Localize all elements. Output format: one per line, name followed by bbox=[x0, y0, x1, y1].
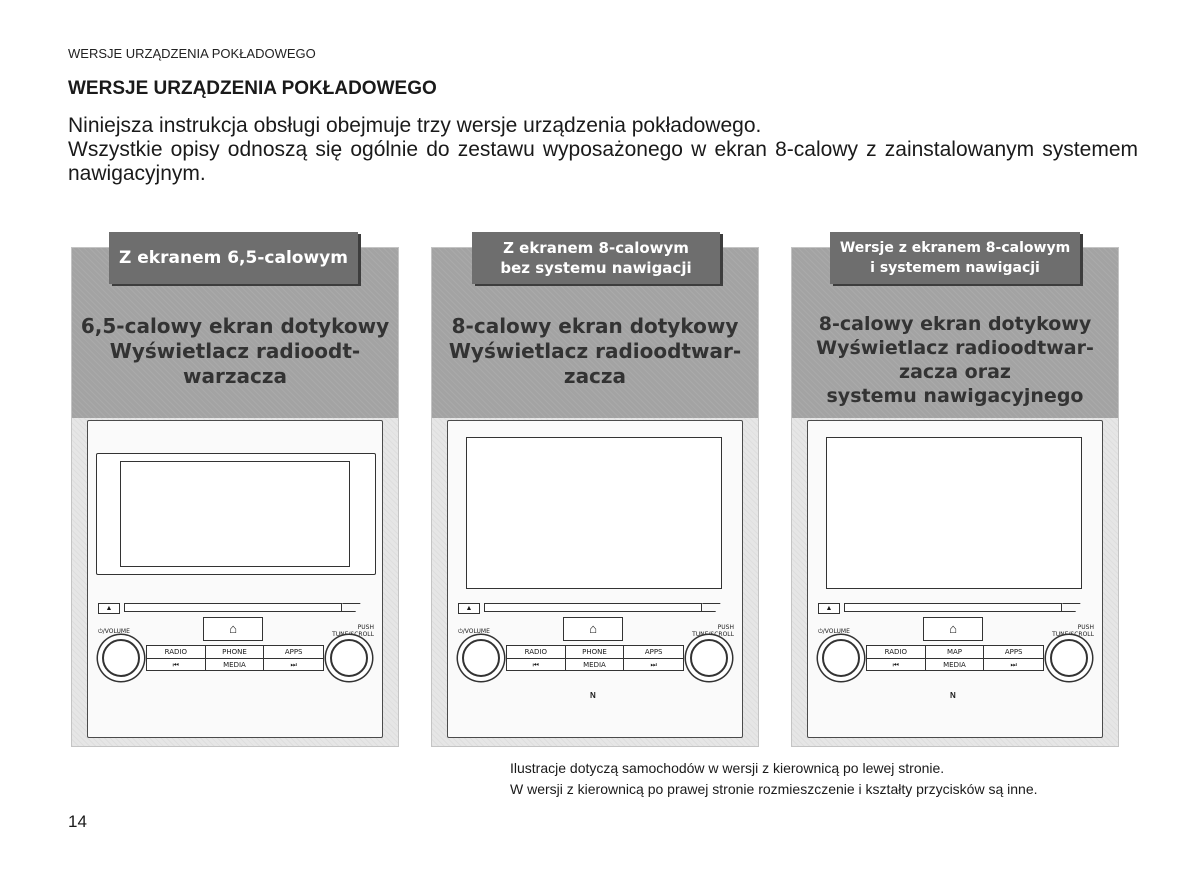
touch-display bbox=[466, 437, 722, 589]
page-number: 14 bbox=[68, 812, 87, 831]
tune-knob bbox=[330, 639, 368, 677]
disc-slot-end bbox=[697, 603, 720, 612]
hard-button-grid bbox=[146, 645, 324, 671]
map-button-label: MAP bbox=[926, 646, 985, 659]
head-unit-illustration bbox=[807, 420, 1103, 738]
skip-forward-icon: ⏭ bbox=[290, 661, 297, 669]
eject-icon: ▲ bbox=[458, 603, 480, 614]
tune-knob bbox=[690, 639, 728, 677]
volume-label: ⏻/VOLUME bbox=[98, 628, 130, 635]
version-tab: Z ekranem 6,5-calowym bbox=[109, 232, 358, 284]
home-icon: ⌂ bbox=[563, 617, 623, 641]
caption-line-1: Ilustracje dotyczą samochodów w wersji z kierownicą po lewej stronie. bbox=[510, 760, 945, 776]
touch-display bbox=[120, 461, 350, 567]
version-panel-8-inch-no-nav bbox=[431, 239, 759, 747]
nfc-icon: N bbox=[950, 691, 956, 700]
head-unit-illustration bbox=[87, 420, 383, 738]
tune-knob bbox=[1050, 639, 1088, 677]
disc-slot bbox=[844, 603, 1062, 612]
radio-button-label: RADIO bbox=[507, 646, 566, 659]
skip-forward-icon: ⏭ bbox=[650, 661, 657, 669]
home-icon: ⌂ bbox=[203, 617, 263, 641]
media-button-label: MEDIA bbox=[926, 659, 985, 671]
disc-slot-end bbox=[1057, 603, 1080, 612]
apps-button-label: APPS bbox=[264, 646, 323, 659]
intro-line-1: Niniejsza instrukcja obsługi obejmuje trzy wersje urządzenia pokładowego. bbox=[68, 114, 762, 137]
head-unit-illustration bbox=[447, 420, 743, 738]
phone-button-label: PHONE bbox=[566, 646, 625, 659]
version-tab: Z ekranem 8-calowym bez systemu nawigacji bbox=[472, 232, 720, 284]
version-panel-8-inch-nav bbox=[791, 240, 1119, 747]
eject-icon: ▲ bbox=[818, 603, 840, 614]
version-panel-6-5-inch bbox=[71, 247, 399, 747]
volume-label: ⏻/VOLUME bbox=[458, 628, 490, 635]
phone-button-label: PHONE bbox=[206, 646, 265, 659]
screen-description: 8-calowy ekran dotykowy Wyświetlacz radioodtwar- zacza bbox=[448, 314, 742, 388]
section-title: WERSJE URZĄDZENIA POKŁADOWEGO bbox=[68, 78, 437, 99]
media-button-label: MEDIA bbox=[566, 659, 625, 671]
volume-knob bbox=[462, 639, 500, 677]
skip-back-icon: ⏮ bbox=[867, 659, 926, 671]
version-tab: Wersje z ekranem 8-calowym i systemem nawigacji bbox=[830, 232, 1080, 284]
apps-button-label: APPS bbox=[624, 646, 683, 659]
touch-display bbox=[826, 437, 1082, 589]
radio-button-label: RADIO bbox=[867, 646, 926, 659]
eject-icon: ▲ bbox=[98, 603, 120, 614]
disc-slot bbox=[484, 603, 702, 612]
tune-scroll-label: PUSH TUNE/SCROLL bbox=[1052, 624, 1094, 638]
intro-text bbox=[68, 114, 1138, 186]
disc-slot bbox=[124, 603, 342, 612]
skip-back-icon: ⏮ bbox=[507, 659, 566, 671]
radio-button-label: RADIO bbox=[147, 646, 206, 659]
intro-line-2: Wszystkie opisy odnoszą się ogólnie do zestawu wyposażonego w ekran 8-calowy z zainstalowanym systemem nawigacyjnym. bbox=[68, 138, 1138, 185]
tune-scroll-label: PUSH TUNE/SCROLL bbox=[692, 624, 734, 638]
running-header: WERSJE URZĄDZENIA POKŁADOWEGO bbox=[68, 46, 316, 61]
tune-scroll-label: PUSH TUNE/SCROLL bbox=[332, 624, 374, 638]
figure-caption bbox=[510, 758, 1038, 800]
home-icon: ⌂ bbox=[923, 617, 983, 641]
volume-knob bbox=[102, 639, 140, 677]
screen-description: 6,5-calowy ekran dotykowy Wyświetlacz radioodt- warzacza bbox=[80, 314, 390, 388]
skip-forward-icon: ⏭ bbox=[1010, 661, 1017, 669]
screen-description: 8-calowy ekran dotykowy Wyświetlacz radioodtwar- zacza oraz systemu nawigacyjnego bbox=[816, 313, 1094, 407]
media-button-label: MEDIA bbox=[206, 659, 265, 671]
volume-knob bbox=[822, 639, 860, 677]
skip-back-icon: ⏮ bbox=[147, 659, 206, 671]
disc-slot-end bbox=[337, 603, 360, 612]
volume-label: ⏻/VOLUME bbox=[818, 628, 850, 635]
nfc-icon: N bbox=[590, 691, 596, 700]
hard-button-grid bbox=[506, 645, 684, 671]
caption-line-2: W wersji z kierownicą po prawej stronie rozmieszczenie i kształty przycisków są inne. bbox=[510, 781, 1038, 797]
hard-button-grid bbox=[866, 645, 1044, 671]
apps-button-label: APPS bbox=[984, 646, 1043, 659]
